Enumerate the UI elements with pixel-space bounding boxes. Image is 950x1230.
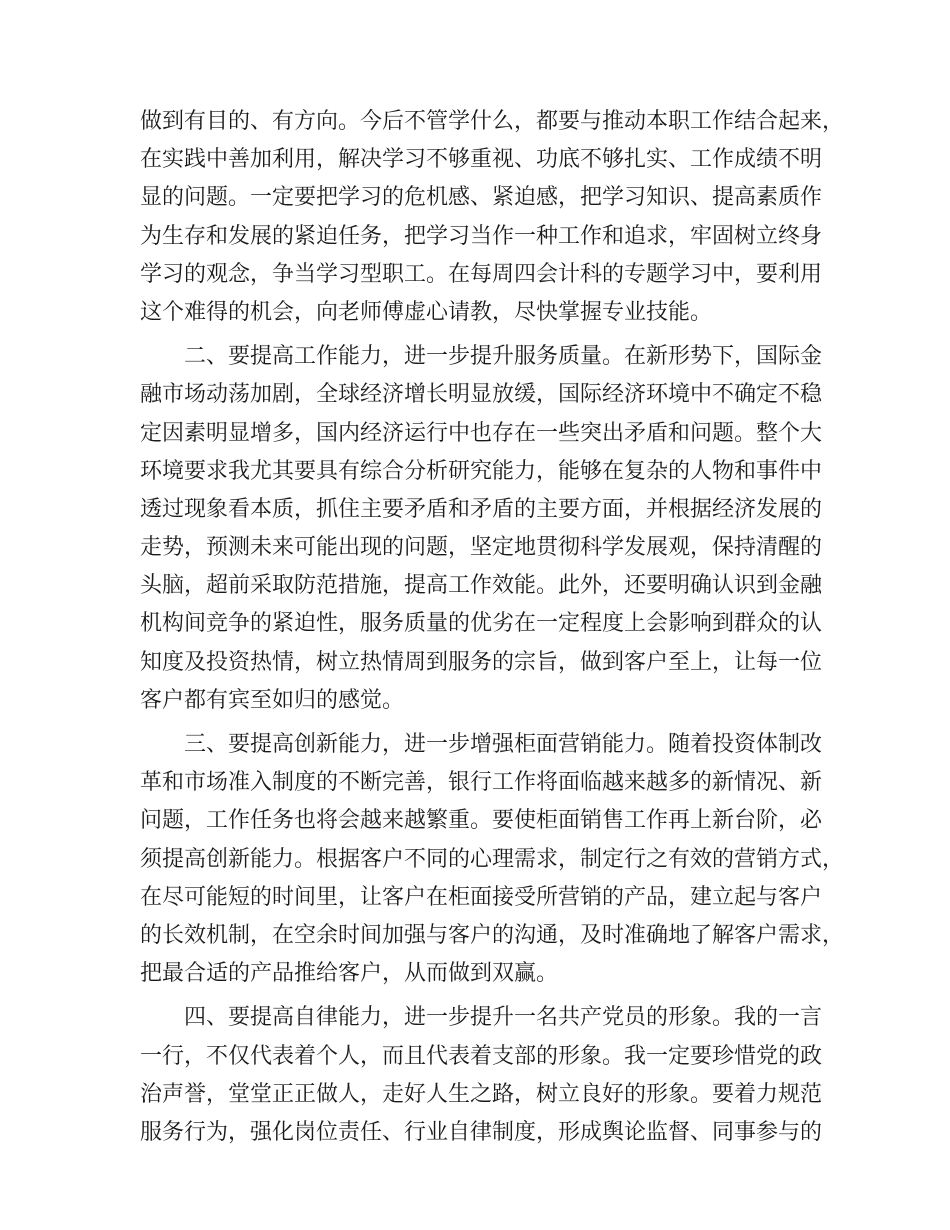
text-line: 革和市场准入制度的不断完善，银行工作将面临越来越多的新情况、新: [140, 770, 823, 796]
text-line: 一行，不仅代表着个人，而且代表着支部的形象。我一定要珍惜党的政: [140, 1043, 823, 1069]
text-line: 在实践中善加利用，解决学习不够重视、功底不够扎实、工作成绩不明: [140, 147, 823, 173]
text-line: 显的问题。一定要把学习的危机感、紧迫感，把学习知识、提高素质作: [140, 185, 823, 211]
text-line: 须提高创新能力。根据客户不同的心理需求，制定行之有效的营销方式，: [140, 846, 845, 872]
text-line: 在尽可能短的时间里，让客户在柜面接受所营销的产品，建立起与客户: [140, 884, 823, 910]
text-line: 客户都有宾至如归的感觉。: [140, 687, 405, 713]
text-line: 服务行为，强化岗位责任、行业自律制度，形成舆论监督、同事参与的: [140, 1119, 823, 1145]
text-line: 融市场动荡加剧，全球经济增长明显放缓，国际经济环境中不确定不稳: [140, 382, 823, 408]
text-line: 问题，工作任务也将会越来越繁重。要使柜面销售工作再上新台阶，必: [140, 808, 823, 834]
text-line: 把最合适的产品推给客户，从而做到双赢。: [140, 961, 559, 987]
text-line: 学习的观念，争当学习型职工。在每周四会计科的专题学习中，要利用: [140, 261, 823, 287]
paragraph-heading-line: 二、要提高工作能力，进一步提升服务质量。在新形势下，国际金: [184, 344, 823, 370]
text-line: 环境要求我尤其要具有综合分析研究能力，能够在复杂的人物和事件中: [140, 458, 823, 484]
text-line: 知度及投资热情，树立热情周到服务的宗旨，做到客户至上，让每一位: [140, 649, 823, 675]
text-line: 定因素明显增多，国内经济运行中也存在一些突出矛盾和问题。整个大: [140, 420, 823, 446]
text-line: 头脑，超前采取防范措施，提高工作效能。此外，还要明确认识到金融: [140, 573, 823, 599]
text-line: 这个难得的机会，向老师傅虚心请教，尽快掌握专业技能。: [140, 299, 713, 325]
document-body: [140, 103, 845, 1152]
text-line: 治声誉，堂堂正正做人，走好人生之路，树立良好的形象。要着力规范: [140, 1081, 823, 1107]
text-line: 为生存和发展的紧迫任务，把学习当作一种工作和追求，牢固树立终身: [140, 223, 823, 249]
text-line: 透过现象看本质，抓住主要矛盾和矛盾的主要方面，并根据经济发展的: [140, 496, 823, 522]
text-line: 的长效机制，在空余时间加强与客户的沟通，及时准确地了解客户需求，: [140, 922, 845, 948]
paragraph-heading-line: 四、要提高自律能力，进一步提升一名共产党员的形象。我的一言: [184, 1005, 823, 1031]
text-line: 走势，预测未来可能出现的问题，坚定地贯彻科学发展观，保持清醒的: [140, 535, 823, 561]
text-line: 机构间竞争的紧迫性，服务质量的优劣在一定程度上会影响到群众的认: [140, 611, 823, 637]
paragraph-heading-line: 三、要提高创新能力，进一步增强柜面营销能力。随着投资体制改: [184, 732, 823, 757]
text-line: 做到有目的、有方向。今后不管学什么，都要与推动本职工作结合起来，: [140, 109, 845, 134]
